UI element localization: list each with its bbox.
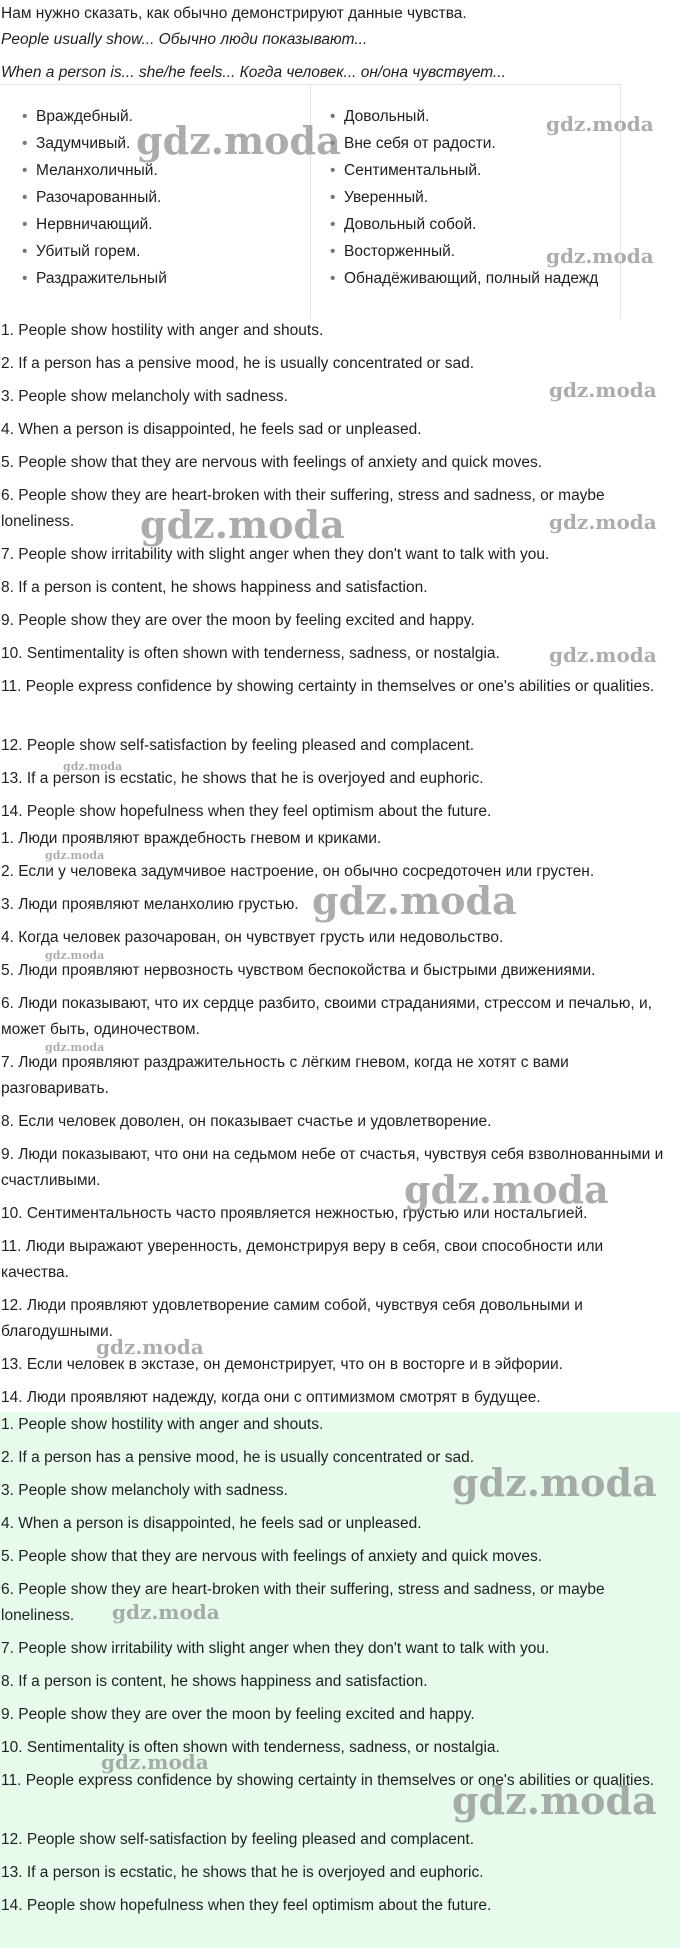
english-sentence-11: 11. People express confidence by showing certainty in themselves or one's abilities or qualities. bbox=[1, 678, 655, 695]
watermark-logo: gdz.moda bbox=[101, 1750, 209, 1774]
list-item: • Восторженный. bbox=[308, 238, 598, 265]
list-item: • Довольный собой. bbox=[308, 211, 598, 238]
watermark-logo: gdz.moda bbox=[45, 949, 105, 962]
watermark-logo: gdz.moda bbox=[136, 118, 341, 163]
english-sentence-14: 14. People show hopefulness when they feel optimism about the future. bbox=[1, 803, 492, 820]
watermark-logo: gdz.moda bbox=[549, 643, 657, 667]
list-item: • Довольный. bbox=[308, 103, 598, 130]
english-sentence-2: 2. If a person has a pensive mood, he is usually concentrated or sad. bbox=[1, 355, 475, 372]
intro-line-3: When a person is... she/he feels... Когда человек... он/она чувствует... bbox=[1, 64, 506, 81]
watermark-logo: gdz.moda bbox=[546, 112, 654, 136]
watermark-logo: gdz.moda bbox=[549, 378, 657, 402]
watermark-logo: gdz.moda bbox=[63, 760, 123, 773]
list-item: • Нервничающий. bbox=[0, 211, 167, 238]
answer-sentence-10: 10. Sentimentality is often shown with tenderness, sadness, or nostalgia. bbox=[1, 1739, 500, 1756]
list-item: • Враждебный. bbox=[0, 103, 167, 130]
english-sentence-12: 12. People show self-satisfaction by feeling pleased and complacent. bbox=[1, 737, 475, 754]
intro-line-1: Нам нужно сказать, как обычно демонстрируют данные чувства. bbox=[1, 5, 467, 22]
english-sentence-7: 7. People show irritability with slight anger when they don't want to talk with you. bbox=[1, 546, 550, 563]
watermark-logo: gdz.moda bbox=[112, 1600, 220, 1624]
answer-sentence-1: 1. People show hostility with anger and shouts. bbox=[1, 1416, 324, 1433]
english-sentence-6: 6. People show they are heart-broken with their suffering, stress and sadness, or maybe loneliness. bbox=[1, 487, 605, 530]
list-item: • Убитый горем. bbox=[0, 238, 167, 265]
english-sentence-3: 3. People show melancholy with sadness. bbox=[1, 388, 288, 405]
answer-sentence-2: 2. If a person has a pensive mood, he is usually concentrated or sad. bbox=[1, 1449, 475, 1466]
english-sentence-13: 13. If a person is ecstatic, he shows that he is overjoyed and euphoric. bbox=[1, 770, 484, 787]
answer-sentence-4: 4. When a person is disappointed, he feels sad or unpleased. bbox=[1, 1515, 422, 1532]
answer-sentence-8: 8. If a person is content, he shows happiness and satisfaction. bbox=[1, 1673, 428, 1690]
watermark-logo: gdz.moda bbox=[549, 510, 657, 534]
russian-sentence-13: 13. Если человек в экстазе, он демонстрирует, что он в восторге и в эйфории. bbox=[1, 1356, 563, 1373]
answer-sentence-7: 7. People show irritability with slight anger when they don't want to talk with you. bbox=[1, 1640, 550, 1657]
list-item: • Вне себя от радости. bbox=[308, 130, 598, 157]
answer-sentence-12: 12. People show self-satisfaction by feeling pleased and complacent. bbox=[1, 1831, 475, 1848]
list-item: • Меланхоличный. bbox=[0, 157, 167, 184]
russian-sentence-1: 1. Люди проявляют враждебность гневом и криками. bbox=[1, 830, 382, 847]
english-sentence-10: 10. Sentimentality is often shown with tenderness, sadness, or nostalgia. bbox=[1, 645, 500, 662]
russian-sentence-10: 10. Сентиментальность часто проявляется нежностью, грустью или ностальгией. bbox=[1, 1205, 588, 1222]
watermark-logo: gdz.moda bbox=[45, 1041, 105, 1054]
list-item: • Раздражительный bbox=[0, 265, 167, 292]
russian-sentence-6: 6. Люди показывают, что их сердце разбито, своими страданиями, стрессом и печалью, и, может быть, одиночеством. bbox=[1, 995, 652, 1038]
english-sentence-8: 8. If a person is content, he shows happiness and satisfaction. bbox=[1, 579, 428, 596]
list-item: • Разочарованный. bbox=[0, 184, 167, 211]
watermark-logo: gdz.moda bbox=[96, 1335, 204, 1359]
russian-sentence-12: 12. Люди проявляют удовлетворение самим собой, чувствуя себя довольными и благодушными. bbox=[1, 1297, 583, 1340]
watermark-logo: gdz.moda bbox=[404, 1167, 609, 1212]
answer-sentence-13: 13. If a person is ecstatic, he shows that he is overjoyed and euphoric. bbox=[1, 1864, 484, 1881]
russian-sentence-14: 14. Люди проявляют надежду, когда они с оптимизмом смотрят в будущее. bbox=[1, 1389, 541, 1406]
watermark-logo: gdz.moda bbox=[546, 244, 654, 268]
answer-sentence-14: 14. People show hopefulness when they feel optimism about the future. bbox=[1, 1897, 492, 1914]
intro-line-2: People usually show... Обычно люди показывают... bbox=[1, 31, 368, 48]
english-sentence-5: 5. People show that they are nervous with feelings of anxiety and quick moves. bbox=[1, 454, 543, 471]
english-sentence-1: 1. People show hostility with anger and shouts. bbox=[1, 322, 324, 339]
list-item: • Уверенный. bbox=[308, 184, 598, 211]
list-item: • Задумчивый. bbox=[0, 130, 167, 157]
russian-sentence-7: 7. Люди проявляют раздражительность с лёгким гневом, когда не хотят с вами разговаривать. bbox=[1, 1054, 569, 1097]
watermark-logo: gdz.moda bbox=[452, 1778, 657, 1823]
russian-sentence-11: 11. Люди выражают уверенность, демонстрируя веру в себя, свои способности или качества. bbox=[1, 1238, 604, 1281]
russian-sentence-8: 8. Если человек доволен, он показывает счастье и удовлетворение. bbox=[1, 1113, 492, 1130]
watermark-logo: gdz.moda bbox=[452, 1460, 657, 1505]
list-item: • Сентиментальный. bbox=[308, 157, 598, 184]
russian-sentence-9: 9. Люди показывают, что они на седьмом небе от счастья, чувствуя себя взволнованными и счастливыми. bbox=[1, 1146, 664, 1189]
russian-sentence-5: 5. Люди проявляют нервозность чувством беспокойства и быстрыми движениями. bbox=[1, 962, 596, 979]
russian-sentence-4: 4. Когда человек разочарован, он чувствует грусть или недовольство. bbox=[1, 929, 504, 946]
answer-sentence-3: 3. People show melancholy with sadness. bbox=[1, 1482, 288, 1499]
watermark-logo: gdz.moda bbox=[140, 502, 345, 547]
answer-sentence-5: 5. People show that they are nervous with feelings of anxiety and quick moves. bbox=[1, 1548, 543, 1565]
answer-sentence-9: 9. People show they are over the moon by feeling excited and happy. bbox=[1, 1706, 475, 1723]
watermark-logo: gdz.moda bbox=[312, 878, 517, 923]
english-sentence-4: 4. When a person is disappointed, he feels sad or unpleased. bbox=[1, 421, 422, 438]
answer-sentence-11: 11. People express confidence by showing certainty in themselves or one's abilities or qualities. bbox=[1, 1772, 655, 1789]
russian-sentence-2: 2. Если у человека задумчивое настроение, он обычно сосредоточен или грустен. bbox=[1, 863, 595, 880]
watermark-logo: gdz.moda bbox=[45, 849, 105, 862]
russian-sentence-3: 3. Люди проявляют меланхолию грустью. bbox=[1, 896, 299, 913]
list-item: • Обнадёживающий, полный надежд bbox=[308, 265, 598, 292]
english-sentence-9: 9. People show they are over the moon by feeling excited and happy. bbox=[1, 612, 475, 629]
answer-sentence-6: 6. People show they are heart-broken with their suffering, stress and sadness, or maybe loneliness. bbox=[1, 1581, 605, 1624]
